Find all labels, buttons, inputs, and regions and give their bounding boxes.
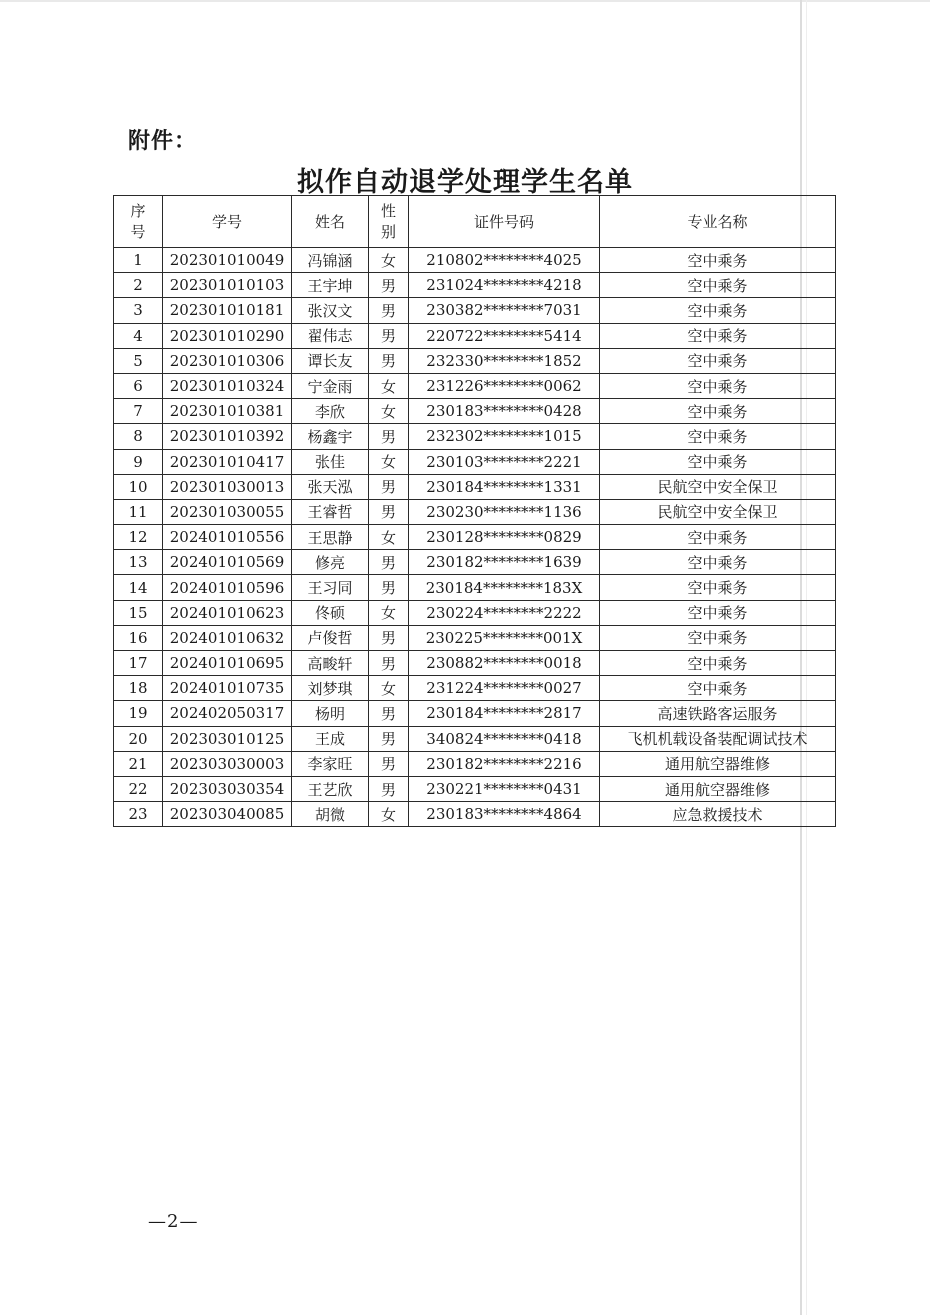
cell-major: 空中乘务 (600, 373, 836, 398)
cell-name: 高畯轩 (292, 651, 369, 676)
cell-name: 谭长友 (292, 348, 369, 373)
cell-name: 翟伟志 (292, 323, 369, 348)
table-row (114, 373, 836, 398)
scan-edge-top (0, 0, 930, 2)
cell-gender: 女 (369, 449, 409, 474)
table-row (114, 499, 836, 524)
table-row (114, 776, 836, 801)
cell-student-id: 202303030354 (163, 776, 292, 801)
cell-name: 杨明 (292, 701, 369, 726)
cell-seq: 3 (114, 298, 163, 323)
cell-student-id: 202301010181 (163, 298, 292, 323)
cell-name: 胡微 (292, 802, 369, 827)
cell-id-number: 230184********183X (409, 575, 600, 600)
cell-gender: 男 (369, 424, 409, 449)
table-row (114, 298, 836, 323)
cell-major: 应急救援技术 (600, 802, 836, 827)
cell-gender: 男 (369, 499, 409, 524)
cell-student-id: 202401010735 (163, 676, 292, 701)
cell-student-id: 202301030013 (163, 474, 292, 499)
header-id-number: 证件号码 (409, 196, 600, 248)
cell-seq: 2 (114, 273, 163, 298)
cell-id-number: 230182********2216 (409, 751, 600, 776)
cell-gender: 男 (369, 776, 409, 801)
table-row (114, 525, 836, 550)
cell-major: 民航空中安全保卫 (600, 474, 836, 499)
cell-major: 空中乘务 (600, 449, 836, 474)
cell-student-id: 202401010556 (163, 525, 292, 550)
header-major: 专业名称 (600, 196, 836, 248)
table-row (114, 474, 836, 499)
cell-student-id: 202401010596 (163, 575, 292, 600)
cell-name: 佟硕 (292, 600, 369, 625)
cell-student-id: 202303030003 (163, 751, 292, 776)
cell-seq: 6 (114, 373, 163, 398)
cell-name: 修亮 (292, 550, 369, 575)
cell-major: 空中乘务 (600, 273, 836, 298)
cell-major: 通用航空器维修 (600, 776, 836, 801)
cell-name: 王宇坤 (292, 273, 369, 298)
cell-seq: 11 (114, 499, 163, 524)
cell-id-number: 230184********1331 (409, 474, 600, 499)
cell-student-id: 202303010125 (163, 726, 292, 751)
cell-student-id: 202301010103 (163, 273, 292, 298)
cell-major: 高速铁路客运服务 (600, 701, 836, 726)
cell-major: 空中乘务 (600, 424, 836, 449)
table-header-row (114, 196, 836, 248)
cell-student-id: 202303040085 (163, 802, 292, 827)
cell-major: 空中乘务 (600, 625, 836, 650)
table-row (114, 651, 836, 676)
cell-major: 空中乘务 (600, 399, 836, 424)
cell-name: 王思静 (292, 525, 369, 550)
cell-id-number: 231224********0027 (409, 676, 600, 701)
cell-student-id: 202401010623 (163, 600, 292, 625)
cell-name: 王睿哲 (292, 499, 369, 524)
table-row (114, 399, 836, 424)
cell-seq: 9 (114, 449, 163, 474)
cell-gender: 男 (369, 348, 409, 373)
cell-name: 张汉文 (292, 298, 369, 323)
table-row (114, 575, 836, 600)
cell-gender: 男 (369, 323, 409, 348)
cell-seq: 1 (114, 248, 163, 273)
table-row (114, 248, 836, 273)
cell-name: 刘梦琪 (292, 676, 369, 701)
cell-gender: 男 (369, 701, 409, 726)
cell-seq: 4 (114, 323, 163, 348)
cell-id-number: 232330********1852 (409, 348, 600, 373)
cell-seq: 16 (114, 625, 163, 650)
cell-student-id: 202402050317 (163, 701, 292, 726)
table-row (114, 273, 836, 298)
cell-seq: 7 (114, 399, 163, 424)
cell-gender: 女 (369, 373, 409, 398)
table-body (114, 248, 836, 827)
page-number: —2— (148, 1211, 199, 1232)
cell-id-number: 230183********0428 (409, 399, 600, 424)
cell-seq: 23 (114, 802, 163, 827)
cell-seq: 10 (114, 474, 163, 499)
cell-name: 宁金雨 (292, 373, 369, 398)
cell-gender: 男 (369, 751, 409, 776)
cell-id-number: 230103********2221 (409, 449, 600, 474)
cell-major: 空中乘务 (600, 550, 836, 575)
cell-id-number: 230230********1136 (409, 499, 600, 524)
cell-major: 空中乘务 (600, 348, 836, 373)
cell-student-id: 202301010381 (163, 399, 292, 424)
cell-gender: 男 (369, 651, 409, 676)
student-table (113, 195, 836, 827)
table-row (114, 751, 836, 776)
cell-name: 卢俊哲 (292, 625, 369, 650)
cell-id-number: 231226********0062 (409, 373, 600, 398)
cell-gender: 男 (369, 298, 409, 323)
cell-gender: 男 (369, 474, 409, 499)
cell-gender: 女 (369, 248, 409, 273)
cell-id-number: 230182********1639 (409, 550, 600, 575)
cell-gender: 男 (369, 726, 409, 751)
cell-student-id: 202301010290 (163, 323, 292, 348)
table-row (114, 348, 836, 373)
table-row (114, 424, 836, 449)
cell-student-id: 202301010324 (163, 373, 292, 398)
cell-seq: 12 (114, 525, 163, 550)
document-title: 拟作自动退学处理学生名单 (297, 167, 633, 198)
cell-id-number: 230224********2222 (409, 600, 600, 625)
cell-name: 张佳 (292, 449, 369, 474)
cell-gender: 男 (369, 273, 409, 298)
cell-major: 空中乘务 (600, 298, 836, 323)
table-row (114, 625, 836, 650)
cell-name: 王成 (292, 726, 369, 751)
cell-name: 李家旺 (292, 751, 369, 776)
cell-name: 冯锦涵 (292, 248, 369, 273)
cell-major: 民航空中安全保卫 (600, 499, 836, 524)
cell-gender: 男 (369, 625, 409, 650)
cell-gender: 女 (369, 600, 409, 625)
cell-gender: 男 (369, 550, 409, 575)
table-row (114, 701, 836, 726)
table-row (114, 802, 836, 827)
cell-gender: 女 (369, 525, 409, 550)
cell-student-id: 202301010306 (163, 348, 292, 373)
cell-student-id: 202301010392 (163, 424, 292, 449)
cell-major: 空中乘务 (600, 600, 836, 625)
cell-id-number: 230184********2817 (409, 701, 600, 726)
cell-id-number: 230221********0431 (409, 776, 600, 801)
cell-gender: 女 (369, 676, 409, 701)
cell-id-number: 230183********4864 (409, 802, 600, 827)
cell-gender: 男 (369, 575, 409, 600)
table-row (114, 676, 836, 701)
cell-gender: 女 (369, 802, 409, 827)
cell-seq: 15 (114, 600, 163, 625)
cell-major: 空中乘务 (600, 248, 836, 273)
cell-major: 空中乘务 (600, 651, 836, 676)
cell-seq: 17 (114, 651, 163, 676)
cell-student-id: 202301010417 (163, 449, 292, 474)
cell-id-number: 220722********5414 (409, 323, 600, 348)
cell-student-id: 202401010695 (163, 651, 292, 676)
cell-name: 杨鑫宇 (292, 424, 369, 449)
cell-major: 空中乘务 (600, 676, 836, 701)
table-row (114, 600, 836, 625)
cell-name: 张天泓 (292, 474, 369, 499)
cell-major: 空中乘务 (600, 525, 836, 550)
cell-seq: 13 (114, 550, 163, 575)
cell-seq: 19 (114, 701, 163, 726)
cell-seq: 18 (114, 676, 163, 701)
cell-major: 通用航空器维修 (600, 751, 836, 776)
cell-gender: 女 (369, 399, 409, 424)
cell-name: 王习同 (292, 575, 369, 600)
cell-student-id: 202401010632 (163, 625, 292, 650)
cell-id-number: 230128********0829 (409, 525, 600, 550)
cell-major: 飞机机载设备装配调试技术 (600, 726, 836, 751)
cell-student-id: 202301010049 (163, 248, 292, 273)
cell-student-id: 202401010569 (163, 550, 292, 575)
cell-id-number: 340824********0418 (409, 726, 600, 751)
cell-seq: 5 (114, 348, 163, 373)
header-student-id: 学号 (163, 196, 292, 248)
cell-major: 空中乘务 (600, 575, 836, 600)
table-row (114, 550, 836, 575)
table-row (114, 449, 836, 474)
table-row (114, 726, 836, 751)
cell-seq: 20 (114, 726, 163, 751)
header-gender: 性别 (369, 196, 409, 248)
cell-name: 王艺欣 (292, 776, 369, 801)
cell-id-number: 230882********0018 (409, 651, 600, 676)
cell-id-number: 230382********7031 (409, 298, 600, 323)
header-seq: 序号 (114, 196, 163, 248)
cell-id-number: 210802********4025 (409, 248, 600, 273)
cell-major: 空中乘务 (600, 323, 836, 348)
attachment-label: 附件： (128, 129, 198, 154)
cell-seq: 21 (114, 751, 163, 776)
header-name: 姓名 (292, 196, 369, 248)
cell-seq: 22 (114, 776, 163, 801)
cell-seq: 8 (114, 424, 163, 449)
table-row (114, 323, 836, 348)
cell-id-number: 232302********1015 (409, 424, 600, 449)
cell-id-number: 231024********4218 (409, 273, 600, 298)
cell-student-id: 202301030055 (163, 499, 292, 524)
cell-name: 李欣 (292, 399, 369, 424)
cell-seq: 14 (114, 575, 163, 600)
cell-id-number: 230225********001X (409, 625, 600, 650)
